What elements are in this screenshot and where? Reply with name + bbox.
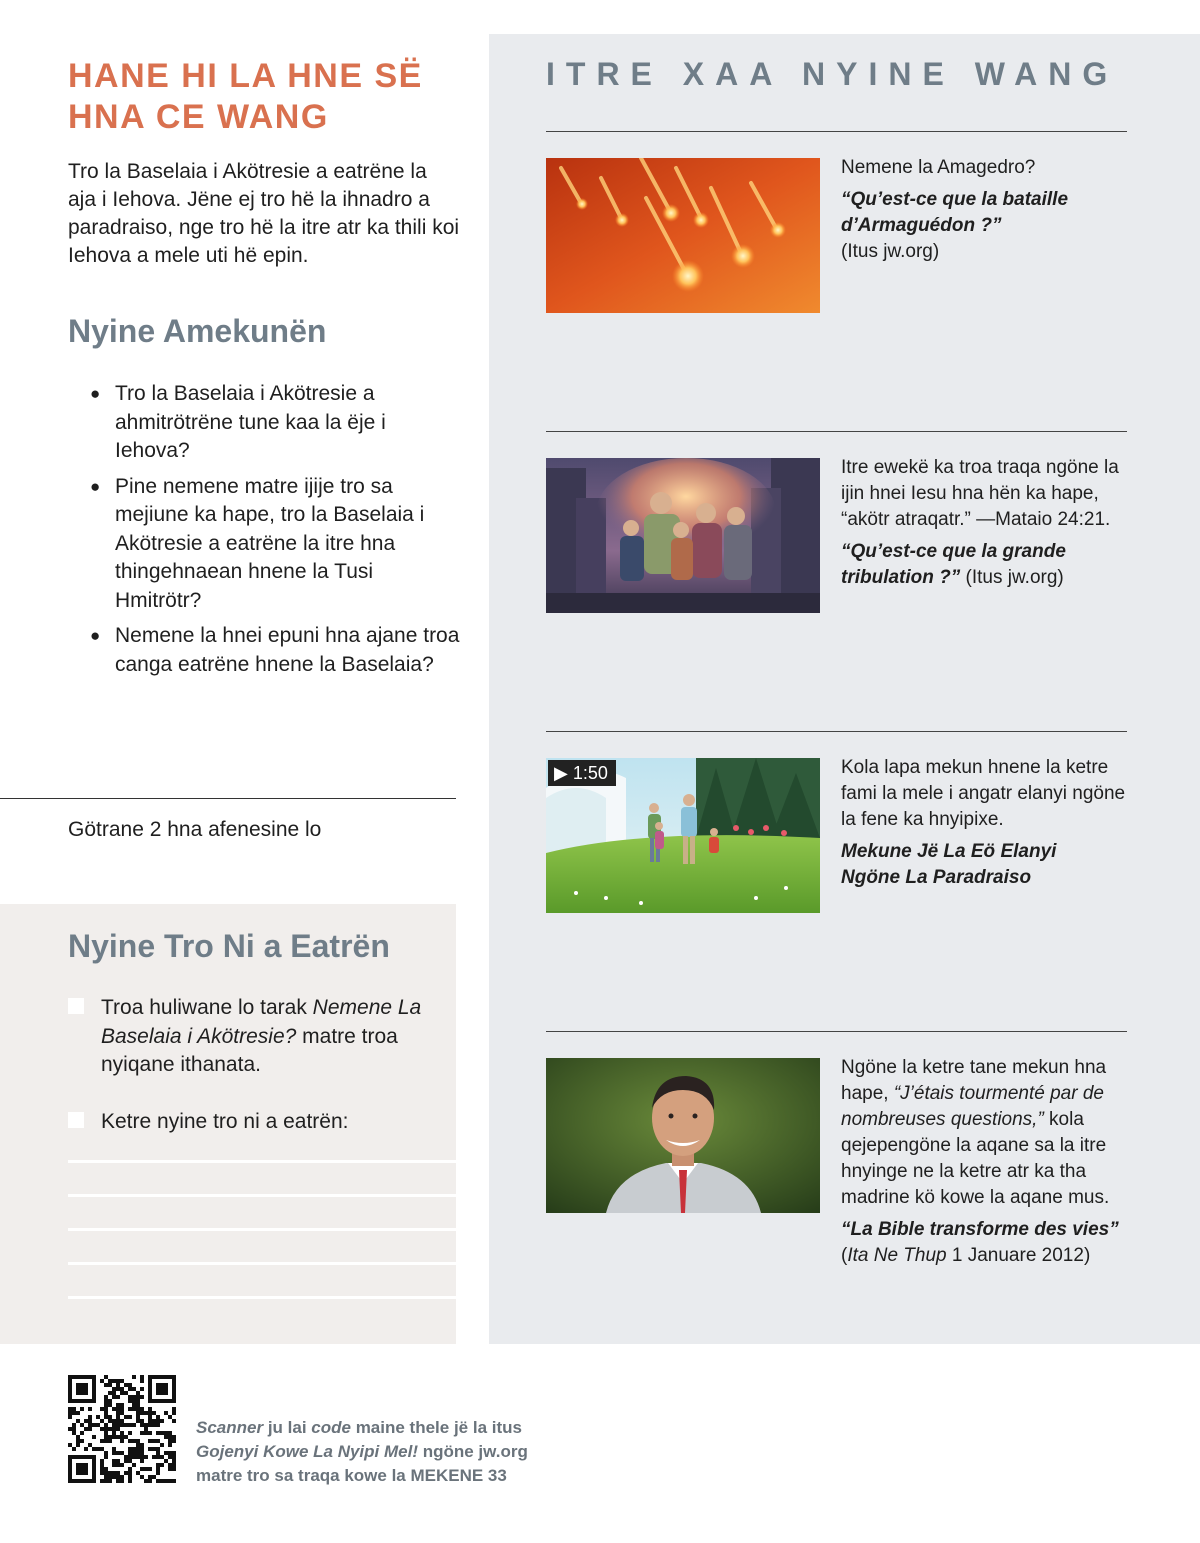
see-also-text: Götrane 2 hna afenesine lo xyxy=(68,818,322,841)
goal-text: Troa huliwane lo tarak Nemene La Baselaia i Akötresie? matre troa nyiqane ithanata. xyxy=(101,996,422,1076)
divider xyxy=(546,731,1127,732)
goal-text: Ketre nyine tro ni a eatrën: xyxy=(101,1110,349,1133)
list-item xyxy=(90,380,460,466)
entry-link[interactable]: “Qu’est-ce que la bataille d’Armaguédon ?” xyxy=(841,189,1069,236)
quote: “J’étais tourmenté par de nombreuses questions,” xyxy=(841,1083,1104,1130)
question-list xyxy=(90,380,460,686)
divider xyxy=(0,798,456,799)
meteors-image[interactable] xyxy=(546,158,820,313)
question-text: Nemene la hnei epuni hna ajane troa canga eatrëne hnene la Baselaia? xyxy=(115,624,460,676)
write-line[interactable] xyxy=(68,1228,456,1231)
resource-entry xyxy=(841,155,1141,265)
checkbox[interactable] xyxy=(68,998,84,1014)
smiling-man-photo[interactable] xyxy=(546,1058,820,1213)
write-line[interactable] xyxy=(68,1262,456,1265)
goal-item xyxy=(68,994,428,1080)
list-item xyxy=(90,473,460,616)
bullet-icon: ● xyxy=(90,476,101,496)
video-duration-badge: ▶ 1:50 xyxy=(548,760,616,786)
entry-source: (Ita Ne Thup 1 Januare 2012) xyxy=(841,1245,1091,1266)
qr-code[interactable] xyxy=(68,1375,176,1483)
family-crisis-image[interactable] xyxy=(546,458,820,613)
resource-entry xyxy=(841,755,1141,891)
goal-heading: Nyine Tro Ni a Eatrën xyxy=(68,928,390,964)
entry-link[interactable]: Mekune Jë La Eö Elanyi Ngöne La Paradraiso xyxy=(841,841,1057,888)
checkbox[interactable] xyxy=(68,1112,84,1128)
divider xyxy=(546,131,1127,132)
entry-link[interactable]: “Qu’est-ce que la grande tribulation ?” (Itus jw.org) xyxy=(841,541,1066,588)
list-item xyxy=(90,622,460,679)
footer-text: Scanner ju lai code maine thele jë la itus Gojenyi Kowe La Nyipi Mel! ngöne jw.org matre tro sa traqa kowe la MEKENE 33 xyxy=(196,1418,528,1485)
write-line[interactable] xyxy=(68,1296,456,1299)
write-line[interactable] xyxy=(68,1194,456,1197)
entry-source: (Itus jw.org) xyxy=(841,241,940,262)
paradise-family-video[interactable] xyxy=(546,758,820,913)
entry-text: Nemene la Amagedro? xyxy=(841,157,1036,178)
entry-text: Ngöne la ketre tane mekun hna hape, “J’étais tourmenté par de nombreuses questions,” kola qejepengöne la aqane sa la itre hnyinge ne la ketre atr ka tha madrine kö kowe la aqane mus. xyxy=(841,1057,1110,1208)
write-line[interactable] xyxy=(68,1160,456,1163)
entry-link[interactable]: “La Bible transforme des vies” xyxy=(841,1219,1119,1240)
goal-item xyxy=(68,1108,428,1137)
resource-entry xyxy=(841,455,1141,591)
bullet-icon: ● xyxy=(90,626,101,645)
book-title[interactable]: Gojenyi Kowe La Nyipi Mel! xyxy=(196,1442,418,1461)
resource-entry xyxy=(841,1055,1141,1269)
booklet-title: Nemene La Baselaia i Akötresie? xyxy=(101,996,422,1048)
divider xyxy=(546,1031,1127,1032)
resources-title: ITRE XAA NYINE WANG xyxy=(546,56,1119,92)
entry-source: (Itus jw.org) xyxy=(960,567,1064,588)
bullet-icon: ● xyxy=(90,384,101,403)
page-title: HANE HI LA HNE SË HNA CE WANG xyxy=(68,57,423,136)
question-text: Tro la Baselaia i Akötresie a ahmitrötrëne tune kaa la ëje i Iehova? xyxy=(115,382,386,462)
divider xyxy=(546,431,1127,432)
entry-text: Kola lapa mekun hnene la ketre fami la mele i angatr elanyi ngöne la fene ka hnyipixe. xyxy=(841,757,1126,830)
intro-paragraph: Tro la Baselaia i Akötresie a eatrëne la aja i Iehova. Jëne ej tro hë la ihnadro a paradraiso, nge tro hë la itre atr ka thili koi Iehova a mele uti hë epin. xyxy=(68,160,460,267)
question-text: Pine nemene matre ijije tro sa mejiune ka hape, tro la Baselaia i Akötresie a eatrëne la itre hna thingehnaean hnene la Tusi Hmitrötr? xyxy=(115,474,425,612)
entry-text: Itre ewekë ka troa traqa ngöne la ijin hnei Iesu hna hën ka hape, “akötr atraqatr.” —Mataio 24:21. xyxy=(841,457,1119,530)
recall-heading: Nyine Amekunën xyxy=(68,313,327,349)
